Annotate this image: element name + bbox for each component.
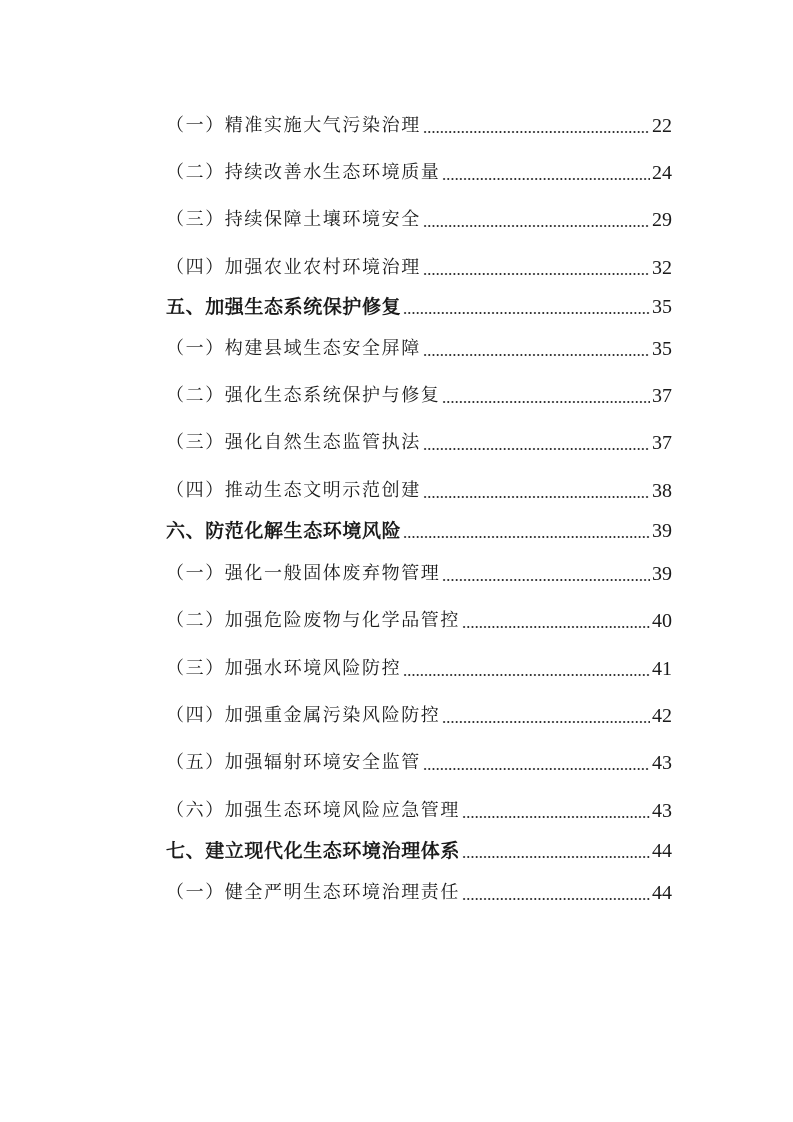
toc-entry[interactable]: [166, 331, 672, 361]
toc-entry[interactable]: [166, 155, 672, 185]
toc-entry-title: （四）加强重金属污染风险防控: [166, 705, 441, 726]
toc-entry[interactable]: [166, 425, 672, 455]
toc-chapter-entry[interactable]: [166, 289, 672, 319]
toc-dot-leader: [423, 354, 650, 356]
toc-entry-title: （一）构建县域生态安全屏障: [166, 338, 421, 359]
toc-page-number: 41: [652, 658, 672, 680]
toc-entry-title: （一）健全严明生态环境治理责任: [166, 882, 460, 903]
toc-entry[interactable]: [166, 603, 672, 633]
toc-dot-leader: [423, 496, 650, 498]
toc-page-number: 44: [652, 840, 672, 862]
toc-chapter-title: 七、建立现代化生态环境治理体系: [166, 840, 461, 862]
toc-entry-title: （四）推动生态文明示范创建: [166, 480, 421, 501]
toc-entry[interactable]: [166, 745, 672, 775]
toc-dot-leader: [403, 536, 650, 538]
toc-dot-leader: [403, 312, 650, 314]
toc-entry[interactable]: [166, 473, 672, 503]
toc-dot-leader: [442, 401, 650, 403]
toc-page-number: 24: [652, 162, 672, 184]
toc-page-number: 40: [652, 610, 672, 632]
toc-page-number: 37: [652, 385, 672, 407]
toc-dot-leader: [423, 225, 650, 227]
toc-dot-leader: [462, 856, 650, 858]
toc-entry[interactable]: [166, 556, 672, 586]
toc-page-number: 44: [652, 882, 672, 904]
toc-page-number: 43: [652, 752, 672, 774]
toc-page-number: 35: [652, 338, 672, 360]
toc-entry[interactable]: [166, 378, 672, 408]
toc-entry[interactable]: [166, 793, 672, 823]
toc-page-number: 32: [652, 257, 672, 279]
toc-chapter-entry[interactable]: [166, 833, 672, 863]
toc-dot-leader: [442, 721, 650, 723]
toc-dot-leader: [423, 768, 650, 770]
toc-chapter-entry[interactable]: [166, 513, 672, 543]
toc-entry[interactable]: [166, 108, 672, 138]
toc-dot-leader: [423, 448, 650, 450]
toc-dot-leader: [403, 674, 650, 676]
toc-entry[interactable]: [166, 651, 672, 681]
toc-page-number: 22: [652, 115, 672, 137]
toc-page-number: 29: [652, 209, 672, 231]
toc-page-number: 39: [652, 563, 672, 585]
toc-entry[interactable]: [166, 875, 672, 905]
toc-dot-leader: [423, 273, 650, 275]
toc-dot-leader: [442, 579, 650, 581]
toc-page-number: 37: [652, 432, 672, 454]
toc-chapter-title: 五、加强生态系统保护修复: [166, 296, 402, 318]
toc-entry[interactable]: [166, 250, 672, 280]
toc-page-number: 35: [652, 296, 672, 318]
toc-entry-title: （二）加强危险废物与化学品管控: [166, 610, 460, 631]
toc-entry-title: （二）持续改善水生态环境质量: [166, 162, 441, 183]
toc-dot-leader: [442, 178, 650, 180]
toc-entry-title: （二）强化生态系统保护与修复: [166, 385, 441, 406]
toc-entry[interactable]: [166, 698, 672, 728]
toc-entry-title: （一）精准实施大气污染治理: [166, 115, 421, 136]
toc-page-number: 38: [652, 480, 672, 502]
toc-entry-title: （五）加强辐射环境安全监管: [166, 752, 421, 773]
toc-entry-title: （三）强化自然生态监管执法: [166, 432, 421, 453]
toc-page-number: 39: [652, 520, 672, 542]
toc-chapter-title: 六、防范化解生态环境风险: [166, 520, 402, 542]
toc-dot-leader: [462, 816, 650, 818]
toc-entry-title: （四）加强农业农村环境治理: [166, 257, 421, 278]
toc-entry-title: （六）加强生态环境风险应急管理: [166, 800, 460, 821]
toc-dot-leader: [462, 626, 650, 628]
toc-dot-leader: [423, 131, 650, 133]
toc-entry-title: （一）强化一般固体废弃物管理: [166, 563, 441, 584]
toc-dot-leader: [462, 898, 650, 900]
toc-page-number: 42: [652, 705, 672, 727]
toc-entry-title: （三）持续保障土壤环境安全: [166, 209, 421, 230]
toc-entry[interactable]: [166, 202, 672, 232]
toc-page-number: 43: [652, 800, 672, 822]
toc-entry-title: （三）加强水环境风险防控: [166, 658, 402, 679]
